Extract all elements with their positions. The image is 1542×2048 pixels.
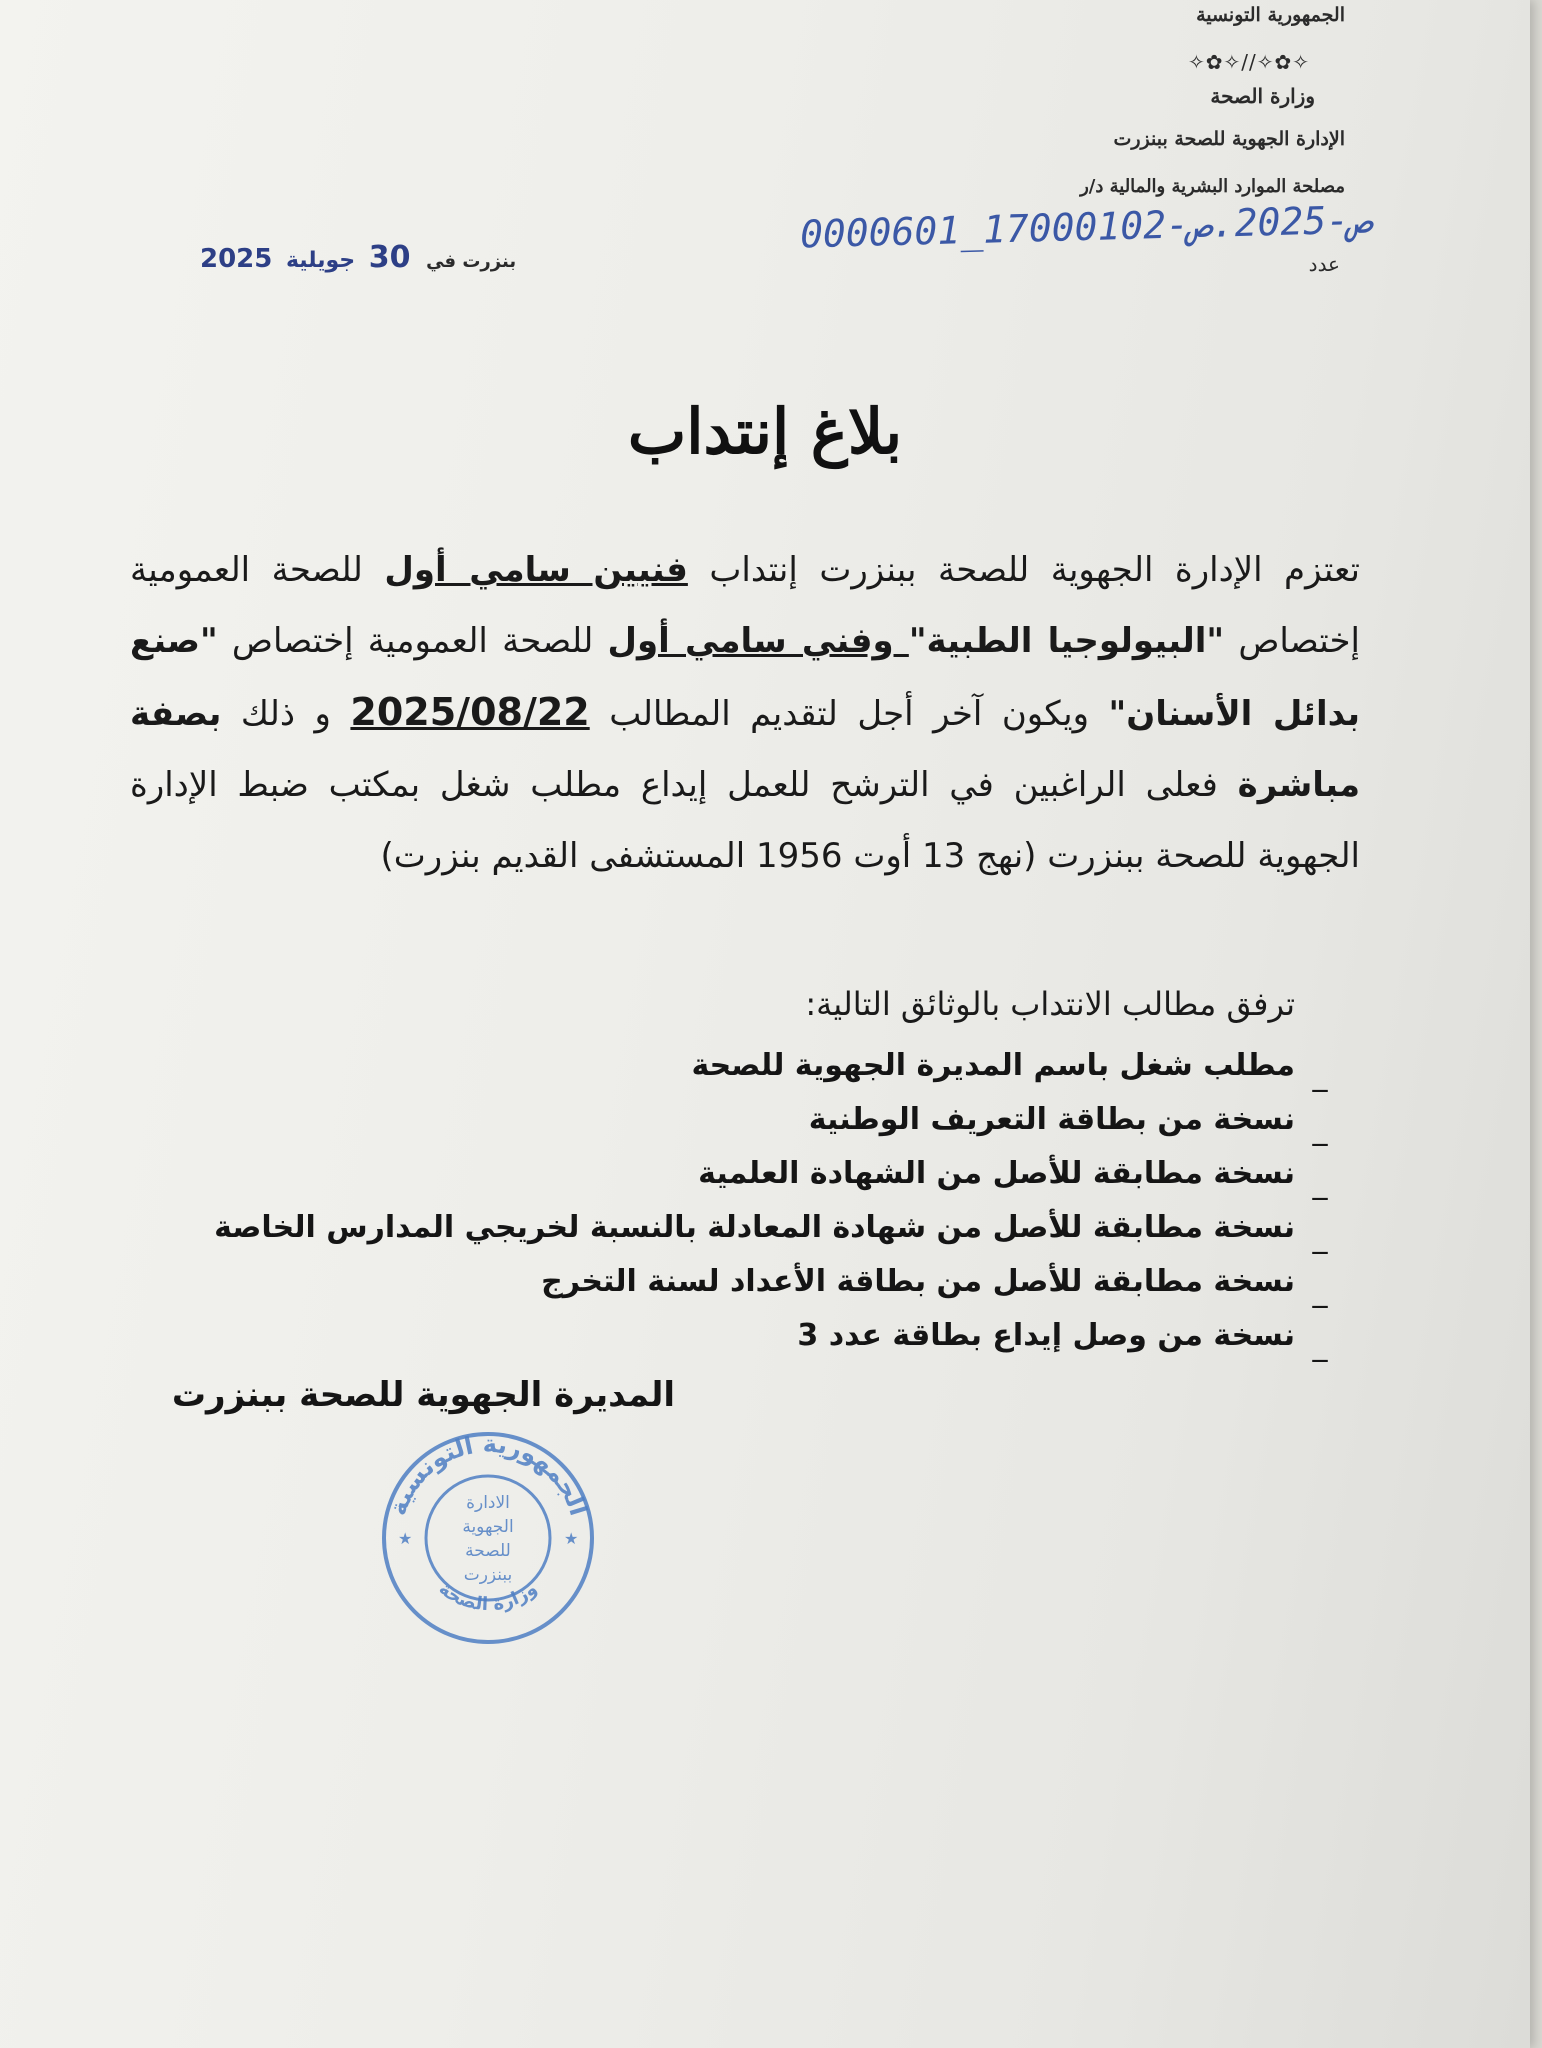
list-dash: _ (1312, 1112, 1328, 1147)
list-item (214, 1048, 1345, 1102)
stamp-inner-line: ببنزرت (463, 1565, 513, 1585)
stamp-star-right: ★ (564, 1529, 579, 1548)
list-item (214, 1264, 1345, 1318)
header-service: مصلحة الموارد البشرية والمالية د/ر (1080, 176, 1345, 197)
body-direct-method: بصفة مباشرة (130, 694, 1360, 805)
body-specialty-1: "البيولوجيا الطبية" (908, 621, 1225, 661)
date-month: جويلية (285, 248, 356, 273)
list-item-text: نسخة مطابقة للأصل من شهادة المعادلة بالنسبة لخريجي المدارس الخاصة (214, 1210, 1295, 1245)
body-position-1: فنيين سامي أول (384, 550, 688, 590)
list-dash: _ (1312, 1166, 1328, 1201)
list-item (214, 1102, 1345, 1156)
stamp-inner-line: الادارة (466, 1493, 510, 1513)
body-text-part: ويكون آخر أجل لتقديم المطالب (589, 694, 1109, 734)
header-republic: الجمهورية التونسية (1196, 4, 1345, 26)
date-place: بنزرت في (426, 251, 517, 272)
announcement-body (130, 535, 1360, 892)
list-item-text: مطلب شغل باسم المديرة الجهوية للصحة (691, 1048, 1295, 1083)
list-dash: _ (1312, 1058, 1328, 1093)
list-item-text: نسخة من بطاقة التعريف الوطنية (808, 1102, 1295, 1137)
body-specialty-2: "صنع بدائل الأسنان" (130, 621, 1360, 734)
reference-number-handwritten: 0000601_17000102-ص-2025.ص (799, 197, 1373, 257)
signatory-title: المديرة الجهوية للصحة ببنزرت (171, 1375, 675, 1415)
body-text-part: للصحة العمومية إختصاص (130, 550, 1360, 661)
body-position-2: وفني سامي أول (607, 621, 909, 661)
date-year: 2025 (200, 244, 273, 274)
body-text-part: للصحة العمومية إختصاص (217, 621, 608, 661)
list-item-text: نسخة مطابقة للأصل من بطاقة الأعداد لسنة التخرج (541, 1264, 1295, 1299)
list-dash: _ (1312, 1220, 1328, 1255)
documents-intro: ترفق مطالب الانتداب بالوثائق التالية: (805, 985, 1295, 1023)
stamp-star-left: ★ (398, 1529, 413, 1548)
header-directorate: الإدارة الجهوية للصحة ببنزرت (1113, 128, 1345, 150)
body-deadline-date: 2025/08/22 (350, 690, 590, 734)
body-text-part: و ذلك (221, 694, 351, 734)
stamp-outer-text-bottom: وزارة الصحة (434, 1578, 542, 1616)
list-item (214, 1318, 1345, 1372)
stamp-inner-line: للصحة (465, 1541, 511, 1561)
date-day: 30 (368, 240, 411, 275)
stamp-outer-text-top: الجمهورية التونسية (383, 1429, 593, 1519)
date-stamp (200, 240, 516, 275)
list-item-text: نسخة من وصل إيداع بطاقة عدد 3 (797, 1318, 1295, 1353)
list-dash: _ (1312, 1328, 1328, 1363)
list-dash: _ (1312, 1274, 1328, 1309)
header-ornament: ✧✿✧//✧✿✧ (1187, 50, 1310, 74)
document-title: بلاغ إنتداب (627, 395, 903, 468)
list-item (214, 1156, 1345, 1210)
list-item (214, 1210, 1345, 1264)
official-stamp (378, 1428, 598, 1648)
body-text-part: تعتزم الإدارة الجهوية للصحة ببنزرت إنتداب (687, 550, 1360, 590)
reference-label: عدد (1308, 252, 1340, 276)
list-item-text: نسخة مطابقة للأصل من الشهادة العلمية (698, 1156, 1295, 1191)
header-ministry: وزارة الصحة (1210, 84, 1315, 108)
documents-list (214, 1048, 1345, 1372)
stamp-inner-line: الجهوية (462, 1517, 514, 1537)
body-text-part: فعلى الراغبين في الترشح للعمل إيداع مطلب شغل بمكتب ضبط الإدارة الجهوية للصحة ببنزرت (نهج 13 أوت 1956 المستشفى القديم بنزرت) (130, 765, 1360, 876)
